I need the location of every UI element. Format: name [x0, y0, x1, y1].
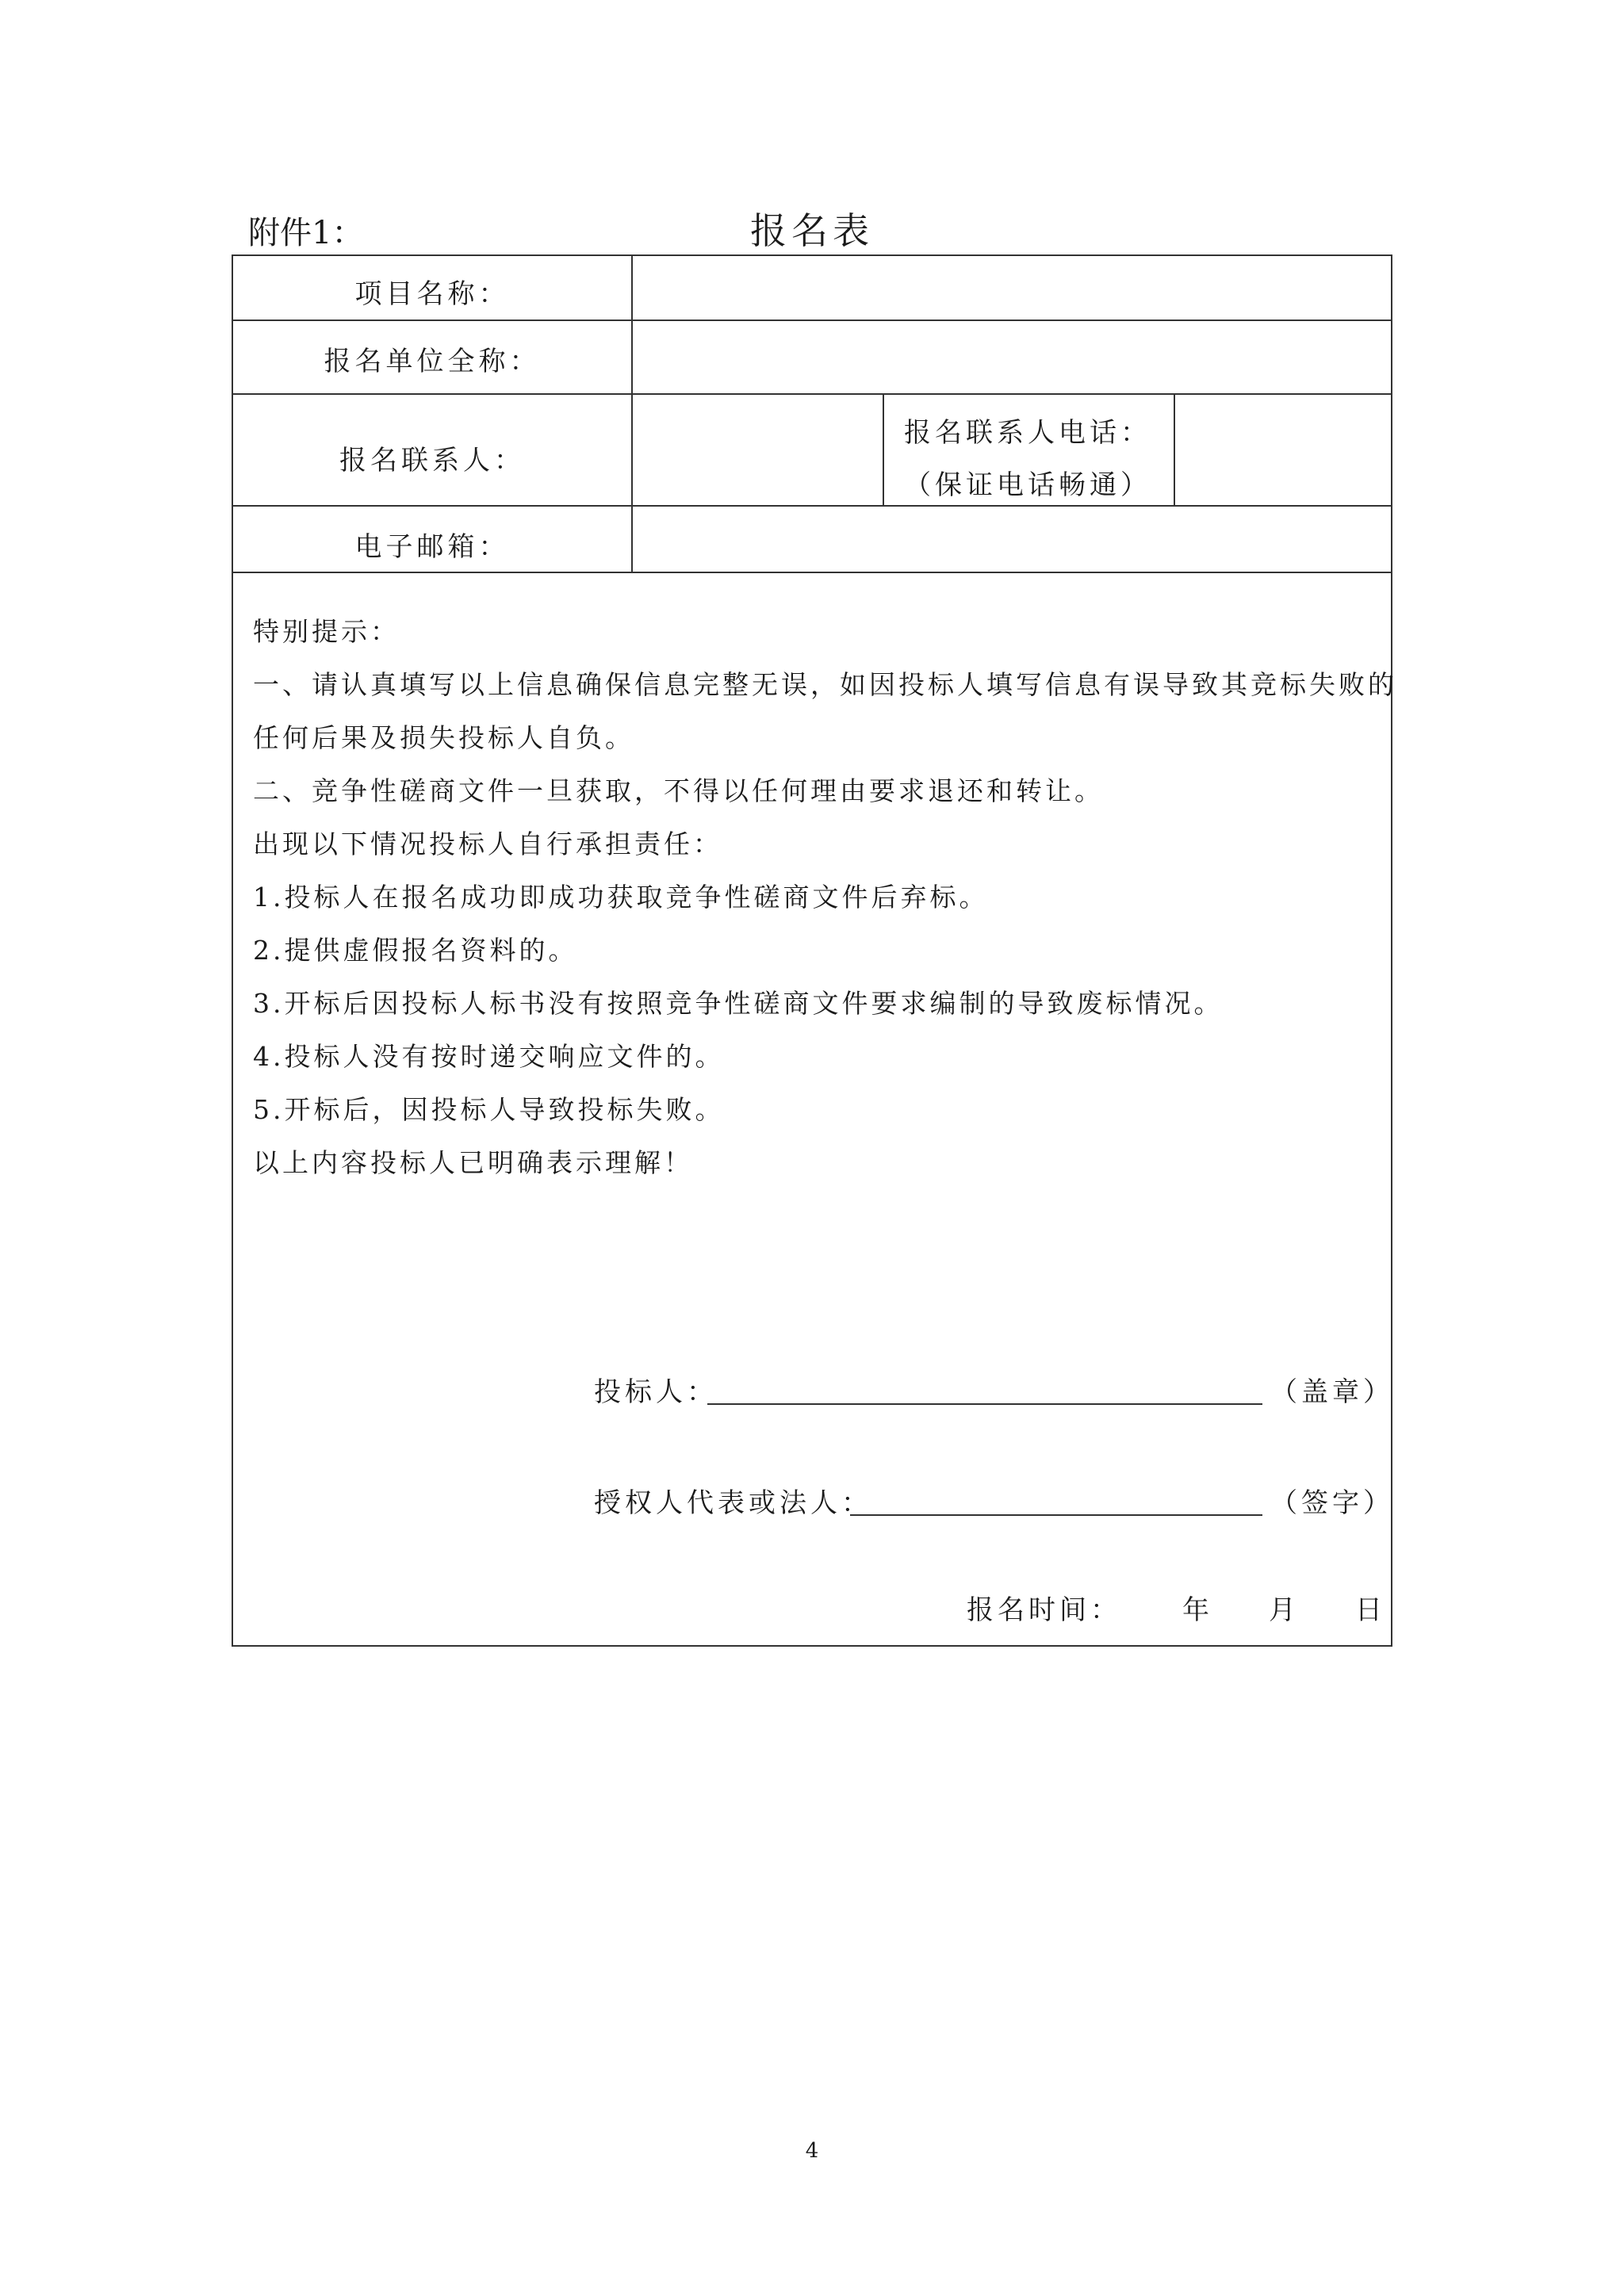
form-title: 报名表: [750, 209, 874, 252]
representative-sign-note: （签字）: [1270, 1487, 1394, 1519]
bidder-label: 投标人：: [594, 1376, 718, 1408]
row-divider: [233, 505, 1391, 507]
notice-line: 2.提供虚假报名资料的。: [253, 935, 578, 966]
notice-line: 3.开标后因投标人标书没有按照竞争性磋商文件要求编制的导致废标情况。: [253, 988, 1224, 1019]
contact-phone-note: （保证电话畅通）: [904, 469, 1151, 501]
column-divider: [631, 256, 633, 572]
registration-table: [232, 254, 1397, 1647]
bidder-signature-line[interactable]: [707, 1403, 1262, 1405]
registration-date-label: 报名时间：: [967, 1594, 1121, 1626]
date-year: 年: [1182, 1594, 1213, 1626]
notice-line: 4.投标人没有按时递交响应文件的。: [253, 1041, 725, 1072]
notice-heading: 特别提示：: [253, 616, 400, 647]
contact-label: 报名联系人：: [339, 445, 525, 476]
project-name-label: 项目名称：: [354, 278, 510, 310]
row-divider: [233, 393, 1391, 395]
notice-line: 一、请认真填写以上信息确保信息完整无误，如因投标人填写信息有误导致其竞标失败的: [253, 669, 1397, 700]
notice-line: 1.投标人在报名成功即成功获取竞争性磋商文件后弃标。: [253, 882, 989, 913]
notice-line: 任何后果及损失投标人自负。: [253, 722, 634, 753]
column-divider: [1174, 393, 1175, 505]
contact-phone-label: 报名联系人电话：: [904, 417, 1151, 449]
date-day: 日: [1355, 1594, 1386, 1626]
row-divider: [233, 572, 1391, 573]
notice-line: 二、竞争性磋商文件一旦获取，不得以任何理由要求退还和转让。: [253, 775, 1104, 806]
bidder-stamp-note: （盖章）: [1270, 1376, 1394, 1408]
email-label: 电子邮箱：: [354, 531, 510, 563]
column-divider: [883, 393, 884, 505]
attachment-label: 附件1：: [248, 215, 364, 251]
row-divider: [233, 320, 1391, 321]
notice-line: 出现以下情况投标人自行承担责任：: [253, 828, 722, 859]
unit-name-label: 报名单位全称：: [324, 346, 541, 377]
representative-label: 授权人代表或法人：: [594, 1487, 872, 1519]
notice-line: 5.开标后，因投标人导致投标失败。: [253, 1094, 725, 1125]
representative-signature-line[interactable]: [850, 1514, 1262, 1516]
date-month: 月: [1269, 1594, 1300, 1626]
page-number: 4: [805, 2139, 819, 2163]
notice-line: 以上内容投标人已明确表示理解！: [253, 1147, 693, 1178]
special-notice: [253, 605, 1397, 1189]
